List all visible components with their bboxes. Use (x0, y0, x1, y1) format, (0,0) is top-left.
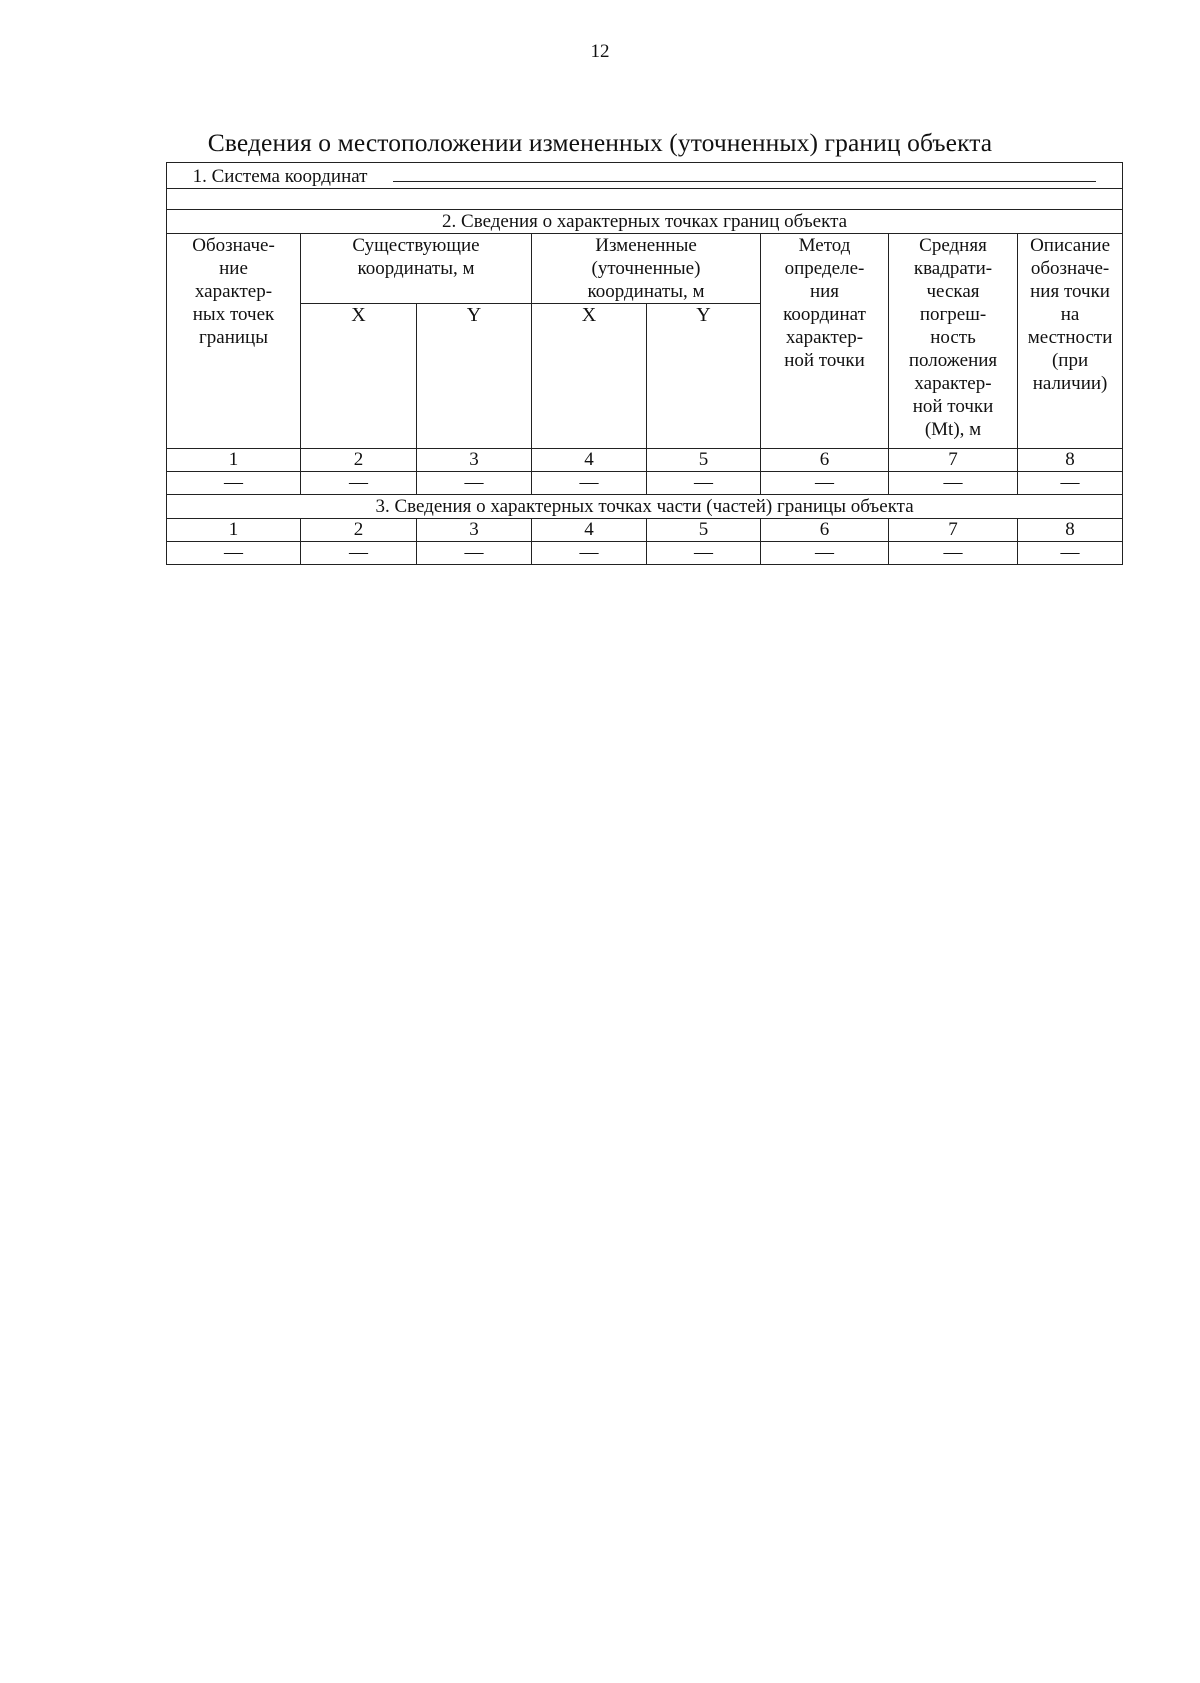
dash-cell: — (647, 472, 761, 495)
dash-cell: — (417, 542, 532, 565)
dash-cell: — (301, 542, 417, 565)
section2-title-row (167, 210, 1123, 234)
column-number: 3 (417, 519, 532, 542)
section2-dash-row (167, 472, 1123, 495)
section3-number-row (167, 519, 1123, 542)
dash-cell: — (532, 542, 647, 565)
section3-dash-row (167, 542, 1123, 565)
dash-cell: — (301, 472, 417, 495)
column-number: 3 (417, 449, 532, 472)
column-number: 5 (647, 519, 761, 542)
column-number: 2 (301, 449, 417, 472)
column-number: 1 (167, 519, 301, 542)
dash-cell: — (167, 542, 301, 565)
header-existing-coordinates: Существующие координаты, м (301, 234, 532, 304)
column-number: 7 (889, 449, 1018, 472)
coordinate-system-cell (167, 163, 1123, 189)
column-number: 1 (167, 449, 301, 472)
coordinate-system-label: 1. Система координат (192, 166, 368, 187)
dash-cell: — (889, 542, 1018, 565)
column-number: 7 (889, 519, 1018, 542)
column-number: 4 (532, 519, 647, 542)
coordinate-system-row (167, 163, 1123, 189)
dash-cell: — (647, 542, 761, 565)
column-number: 6 (761, 449, 889, 472)
column-number: 8 (1018, 449, 1123, 472)
column-number: 8 (1018, 519, 1123, 542)
dash-cell: — (532, 472, 647, 495)
dash-cell: — (167, 472, 301, 495)
dash-cell: — (889, 472, 1018, 495)
dash-cell: — (417, 472, 532, 495)
page-number: 12 (590, 41, 610, 62)
header-mean-square-error: Средняя квадрати- ческая погреш- ность положения характер- ной точки (Mt), м (889, 234, 1018, 449)
empty-cell (167, 189, 1123, 210)
column-number: 5 (647, 449, 761, 472)
header-changed-y: Y (647, 304, 761, 449)
dash-cell: — (761, 472, 889, 495)
header-changed-coordinates: Измененные (уточненные) координаты, м (532, 234, 761, 304)
section2-number-row (167, 449, 1123, 472)
section3-title: 3. Сведения о характерных точках части (частей) границы объекта (167, 495, 1123, 519)
dash-cell: — (1018, 472, 1123, 495)
dash-cell: — (761, 542, 889, 565)
header-changed-x: X (532, 304, 647, 449)
column-number: 6 (761, 519, 889, 542)
header-determination-method: Метод определе- ния координат характер- ной точки (761, 234, 889, 449)
header-point-designation: Обозначе- ние характер- ных точек границы (167, 234, 301, 449)
header-point-description: Описание обозначе- ния точки на местности (при наличии) (1018, 234, 1123, 449)
section2-header-row (167, 234, 1123, 304)
boundary-points-table (166, 162, 1123, 565)
section2-title: 2. Сведения о характерных точках границ объекта (167, 210, 1123, 234)
document-title: Сведения о местоположении измененных (уточненных) границ объекта (207, 128, 993, 157)
header-existing-y: Y (417, 304, 532, 449)
header-existing-x: X (301, 304, 417, 449)
coordinate-system-blank-line (393, 163, 1096, 182)
column-number: 2 (301, 519, 417, 542)
column-number: 4 (532, 449, 647, 472)
section3-title-row (167, 495, 1123, 519)
coordinate-system-empty-row (167, 189, 1123, 210)
dash-cell: — (1018, 542, 1123, 565)
